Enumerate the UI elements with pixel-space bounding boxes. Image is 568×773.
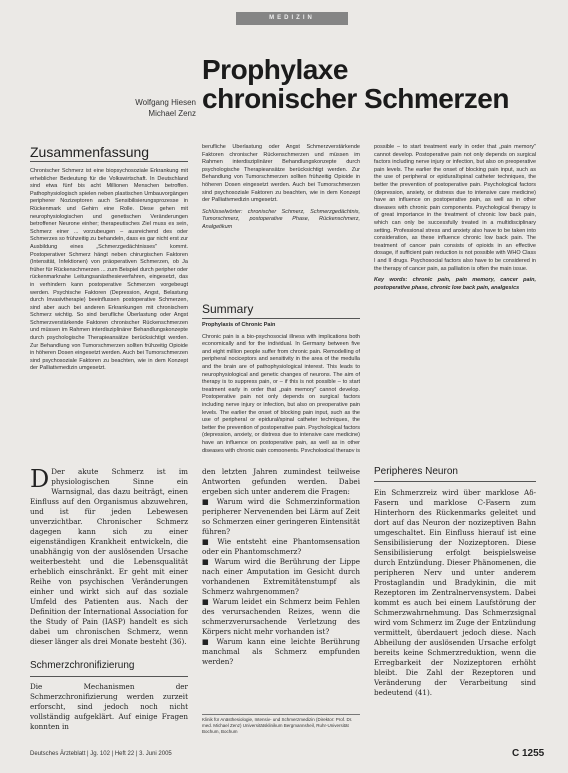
zusammenfassung-keywords: Schlüsselwörter: chronischer Schmerz, Schmerzgedächtnis, Tumorschmerz, postoperative Phase, Rückenschmerz, Analgetikum <box>202 208 360 230</box>
zusammenfassung-text: Chronischer Schmerz ist eine biopsychosoziale Erkrankung mit erheblicher Bedeutung für die Volkswirtschaft. In Deutschland sind etwa fünf bis acht Millionen Menschen betroffen. Pathophysiologisch spielen neben plastischen Umbauvorgängen peripherer Nozizeptoren auch Sensibilisierungsprozesse in Rückenmark und Gehirn eine Rolle. Diese gehen mit neurophysiologischen und genetischen Veränderungen betroffener Neurone einher; therapeutisches Ziel muss es sein, Schmerz einer ... vorzubeugen – ausreichend des oder Schmerzes so frühzeitig zu behandeln, dass es gar nicht erst zur Ausbildung eines „Schmerzgedächtnisses" kommt. Postoperativer Schmerz hängt neben chirurgischen Faktoren (Intensität, Infektionen) von präoperativen Schmerzen, ob Ja früher für Rückenschmerzen ... zum Beispiel durch peripher oder rückenmarknahe Leitungsanästhesieverfahren, eingesetzt, das in verhindern kann postoperative Schmerzen vorgebeugt werden. Psychische Faktoren (Depression, Angst, Belastung durch Invasivtherapie) beeinflussen postoperative Schmerzen, sind aber auch bei anderen Erkrankungen mit chronischem Schmerz wichtig. So sind berufliche Überlastung oder Angst Schmerzverstärkende Faktoren chronischer Rückenschmerzen und müssen im Rahmen interdisziplinärer Behandlungskonzepte durch psychologische Therapieansätze berücksichtigt werden. Zur Behandlung von Tumorschmerzen sollten frühzeitig Opioide in höheren Dosen eingesetzt werden. Auch bei Tumorschmerzen sind psychosoziale Faktoren zu beachten, wie in dem Konzept der Palliativmedizin umgesetzt. <box>30 168 188 372</box>
col2-intro: den letzten Jahren zumindest teilweise Antworten gefunden werden. Dabei ergeben sich unter anderem die Fragen: <box>202 467 360 496</box>
bullet-item: ■ Warum leidet ein Schmerz beim Fehlen des verursachenden Reizes, wenn die schmerzverursachende Verletzung des Körpers nicht mehr vorhanden ist? <box>202 597 360 636</box>
section-heading-chronifizierung: Schmerzchronifizierung <box>30 660 135 671</box>
main-text-column-1-rest <box>30 682 188 744</box>
bullet-item: ■ Wie entsteht eine Phantomsensation oder ein Phantomschmerz? <box>202 537 360 556</box>
title-line: chronischer Schmerzen <box>202 83 509 114</box>
zusammenfassung-heading: Zusammenfassung <box>30 144 150 160</box>
chronifizierung-text: Die Mechanismen der Schmerzchronifizierung werden zurzeit erforscht, sind jedoch noch nicht vollständig aufgeklärt. Auf einige Fragen konnten in <box>30 682 188 731</box>
section-heading-peripheres-neuron: Peripheres Neuron <box>374 466 458 477</box>
summary-continued: possible – to start treatment early in order that „pain memory" cannot develop. Postoperative pain not only depends on surgical factors including nerve injury or infection, but also on preoperative pain levels. The earlier the onset of blocking pain input, such as the use of peripheral or epidural/spinal catheter techniques, the better the prevention of postoperative pain. Psychological factors (depression, anxiety, or distress due to intensive care medicine) have an influence on postoperative pain, as well as in other diseases with chronic pain components. Psychological therapy is of great importance in the treatment of chronic low back pain, which can only be successfully treated in a multidisciplinary setting. Professional stress and anxiety also have to be taken into consideration, as these influence chronic low back pain. The treatment of cancer pain consists of opioids in an effective dosage, if sufficient pain reduction is not possible with WHO Class I and II drugs. Psychosocial factors also have to be considered in the therapy of cancer pain, as palliation is often the main issue. <box>374 144 536 272</box>
summary-column-1 <box>202 322 360 452</box>
intro-paragraph <box>30 467 188 647</box>
bullet-text: Warum kann eine leichte Berührung manchmal als Schmerz empfunden werden? <box>202 637 360 666</box>
zusammenfassung-continued: berufliche Überlastung oder Angst Schmerzverstärkende Faktoren chronischer Rückenschmerzen und müssen im Rahmen interdisziplinärer Behandlungskonzepte durch psychologische Therapieansätze berücksichtigt werden. Zur Behandlung von Tumorschmerzen sollten frühzeitig Opioide in höheren Dosen eingesetzt werden. Auch bei Tumorschmerzen sind psychosoziale Faktoren zu beachten, wie in dem Konzept der Palliativmedizin umgesetzt. <box>202 144 360 204</box>
heading-rule <box>202 318 360 319</box>
page-number: C 1255 <box>512 748 545 759</box>
title-line: Prophylaxe <box>202 54 348 85</box>
author-name: Michael Zenz <box>148 109 196 118</box>
author-name: Wolfgang Hiesen <box>135 98 196 107</box>
bullet-item: ■ Warum kann eine leichte Berührung manchmal als Schmerz empfunden werden? <box>202 637 360 666</box>
summary-keywords: Key words: chronic pain, pain memory, cancer pain, postoperative phase, chronic low back pain, analgesics <box>374 277 536 291</box>
main-text-column-1 <box>30 467 188 647</box>
drop-cap: D <box>30 467 50 493</box>
summary-subheading: Prophylaxis of Chronic Pain <box>202 322 276 328</box>
summary-heading: Summary <box>202 302 254 316</box>
heading-rule <box>30 161 188 162</box>
heading-rule <box>30 676 188 677</box>
main-text-column-2 <box>202 467 360 711</box>
bullet-item: ■ Warum wird die Schmerzinformation peripherer Nervenenden bei Lärm auf Zeit so Schmerzen einer geringeren Eintensität führen? <box>202 497 360 536</box>
main-text-column-3 <box>374 488 536 740</box>
bullet-item: ■ Warum wird die Berührung der Lippe nach einer Amputation im Gesicht durch vorhandenen Extremitätenstumpf als Schmerz wahrgenommen? <box>202 557 360 596</box>
article-title <box>202 55 509 113</box>
bullet-text: Warum leidet ein Schmerz beim Fehlen des verursachenden Reizes, wenn die schmerzverursachende Verletzung des Körpers nicht mehr vorhanden ist? <box>202 597 360 636</box>
affiliation-footnote: Klinik für Anästhesiologie, Intensiv- und Schmerzmedizin (Direktor: Prof. Dr. med. Michael Zenz) Universitätsklinikum Bergmannsheil, Ruhr-Universität Bochum, Bochum <box>202 717 353 734</box>
bullet-text: Wie entsteht eine Phantomsensation oder ein Phantomschmerz? <box>202 537 360 556</box>
intro-text: Der akute Schmerz ist im physiologischen Sinne ein Warnsignal, das dazu beiträgt, einen Einfluss auf den Organismus abzuwehren, und ist für jeden Lebewesen unverzichtbar. Chronischer Schmerz dagegen kann sich zu einer eigenständigen Krankheit entwickeln, die unabhängig von der auslösenden Ursache weiterbesteht und die Lebensqualität erheblich einschränkt. Er geht mit einer Reihe von psychischen Veränderungen einher und wirkt sich auf das soziale Umfeld des Patienten aus. Nach der Definition der International Association for the Study of Pain (IASP) handelt es sich dabei um chronischen Schmerz, wenn dieser länger als drei Monate besteht (36). <box>30 467 188 646</box>
peripheres-neuron-text: Ein Schmerzreiz wird über marklose Aδ-Fasern und marklose C-Fasern zum Hinterhorn des Rückenmarks geleitet und dort auf das Neuron der nozizeptiven Bahn umgeschaltet. Ein Einfluss hierauf ist eine Sensibilisierung der Nozizeptoren. Diese Sensibilisierung erfolgt beispielsweise durch Entzündung. Dieser Phänomenen, die peripheren Nerv und unter anderem Prostaglandin und Bradykinin, die mit Rezeptoren im Zentralnervensystem. Dabei kommt es auch bei einem Laufstörung der Schmerzwahrnehmung. Das Schmerzsignal wird vom Schmerz im Zuge der Entzündung vermittelt, überdauert jedoch diese. Nach Abheilung der auslösenden Ursache erfolgt bereits keine Schmerzreduktion, wenn die Erregbarkeit der Nozizeptoren erhöht bleibt. Die Zahl der Rezeptoren und Veränderung der Verarbeitung sind bedeutend (41). <box>374 488 536 697</box>
summary-column-2 <box>374 144 536 454</box>
journal-footer: Deutsches Ärzteblatt | Jg. 102 | Heft 22 | 3. Juni 2005 <box>30 751 172 757</box>
bullet-text: Warum wird die Berührung der Lippe nach einer Amputation im Gesicht durch vorhandenen Extremitätenstumpf als Schmerz wahrgenommen? <box>202 557 360 596</box>
summary-text: Chronic pain is a bio-psychosocial illness with implications both economically and for the individual. In Germany between five and eight million people suffer from chronic pain. Remodelling of peripheral nociceptors and sensitivity in the area of the medulla and the brain are of pathophysiological interest. This leads to neurophysiological and genetic changes of neurons. The aim of therapy is to suppress pain, or – if this is not possible – to start treatment early in order that „pain memory" cannot develop. Postoperative pain not only depends on surgical factors including nerve injury or infection, but also on preoperative pain levels. The earlier the onset of blocking pain input, such as the use of peripheral or epidural/spinal catheter techniques, the better the prevention of postoperative pain. Psychological factors (depression, anxiety, or distress due to intensive care medicine) have an influence on postoperative pain, as well as in other diseases with chronic pain components. Psychological therapy is <box>202 333 360 452</box>
author-list <box>110 97 196 119</box>
zusammenfassung-column-2 <box>202 144 360 299</box>
zusammenfassung-column-1 <box>30 168 188 452</box>
bullet-text: Warum wird die Schmerzinformation peripherer Nervenenden bei Lärm auf Zeit so Schmerzen einer geringeren Eintensität führen? <box>202 497 360 536</box>
heading-rule <box>374 481 536 482</box>
section-label: MEDIZIN <box>236 12 348 25</box>
footnote-rule <box>202 714 360 715</box>
